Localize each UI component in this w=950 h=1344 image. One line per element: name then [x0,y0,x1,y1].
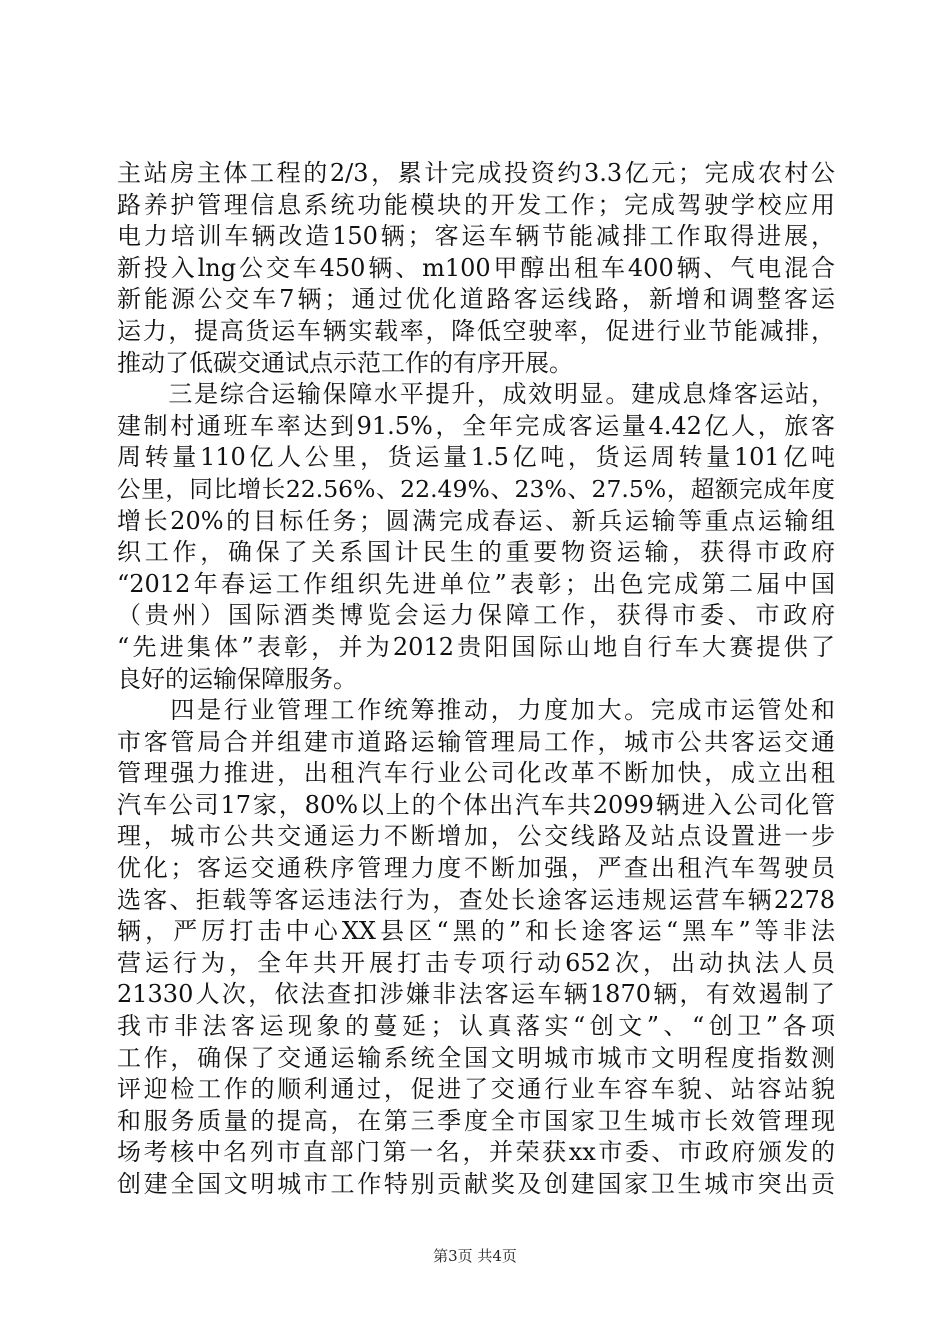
text-line: 选客、拒载等客运违法行为，查处长途客运违规运营车辆2278 [117,885,835,914]
text-line: 路养护管理信息系统功能模块的开发工作；完成驾驶学校应用 [117,190,835,219]
text-line: 周转量110亿人公里，货运量1.5亿吨，货运周转量101亿吨 [117,443,835,472]
text-line: 推动了低碳交通试点示范工作的有序开展。 [117,348,573,377]
text-line: 汽车公司17家，80%以上的个体出汽车共2099辆进入公司化管 [117,790,835,819]
text-line: 创建全国文明城市工作特别贡献奖及创建国家卫生城市突出贡 [117,1170,835,1198]
text-line: 电力培训车辆改造150辆；客运车辆节能减排工作取得进展， [117,222,835,251]
text-line: 新能源公交车7辆；通过优化道路客运线路，新增和调整客运 [117,285,835,314]
text-line: 管理强力推进，出租汽车行业公司化改革不断加快，成立出租 [117,759,835,788]
text-line: 21330人次，依法查扣涉嫌非法客运车辆1870辆，有效遏制了 [117,980,835,1009]
text-line: 新投入lng公交车450辆、m100甲醇出租车400辆、气电混合 [117,253,835,282]
text-line: 增长20%的目标任务；圆满完成春运、新兵运输等重点运输组 [117,506,835,535]
text-line: 运力，提高货运车辆实载率，降低空驶率，促进行业节能减排， [117,316,835,345]
page-footer: 第3页 共4页 [433,1247,517,1265]
text-line: 优化；客运交通秩序管理力度不断加强，严查出租汽车驾驶员 [117,854,835,883]
text-line: 织工作，确保了关系国计民生的重要物资运输，获得市政府 [117,538,835,567]
text-line: 良好的运输保障服务。 [117,664,357,693]
text-line: 和服务质量的提高，在第三季度全市国家卫生城市长效管理现 [117,1106,835,1135]
text-line: 三是综合运输保障水平提升，成效明显。建成息烽客运站， [117,380,835,409]
text-line: 建制村通班车率达到91.5%，全年完成客运量4.42亿人，旅客 [117,411,835,440]
text-line: “2012年春运工作组织先进单位”表彰；出色完成第二届中国 [117,569,835,598]
text-line: 理，城市公共交通运力不断增加，公交线路及站点设置进一步 [117,822,835,851]
text-line: 场考核中名列市直部门第一名，并荣获xx市委、市政府颁发的 [117,1138,835,1167]
body-text [117,158,835,1201]
text-line: “先进集体”表彰，并为2012贵阳国际山地自行车大赛提供了 [117,632,835,661]
text-line: 主站房主体工程的2/3，累计完成投资约3.3亿元；完成农村公 [117,159,835,187]
text-line: 公里，同比增长22.56%、22.49%、23%、27.5%，超额完成年度 [117,474,835,503]
text-line: 四是行业管理工作统筹推动，力度加大。完成市运管处和 [117,696,835,725]
text-line: （贵州）国际酒类博览会运力保障工作，获得市委、市政府 [117,601,835,630]
text-line: 市客管局合并组建市道路运输管理局工作，城市公共客运交通 [117,727,835,756]
text-line: 辆，严厉打击中心XX县区“黑的”和长途客运“黑车”等非法 [117,917,835,946]
text-line: 营运行为，全年共开展打击专项行动652次，出动执法人员 [117,948,835,977]
text-line: 我市非法客运现象的蔓延；认真落实“创文”、“创卫”各项 [117,1012,835,1041]
text-line: 评迎检工作的顺利通过，促进了交通行业车容车貌、站容站貌 [117,1075,835,1104]
text-line: 工作，确保了交通运输系统全国文明城市城市文明程度指数测 [117,1043,835,1072]
